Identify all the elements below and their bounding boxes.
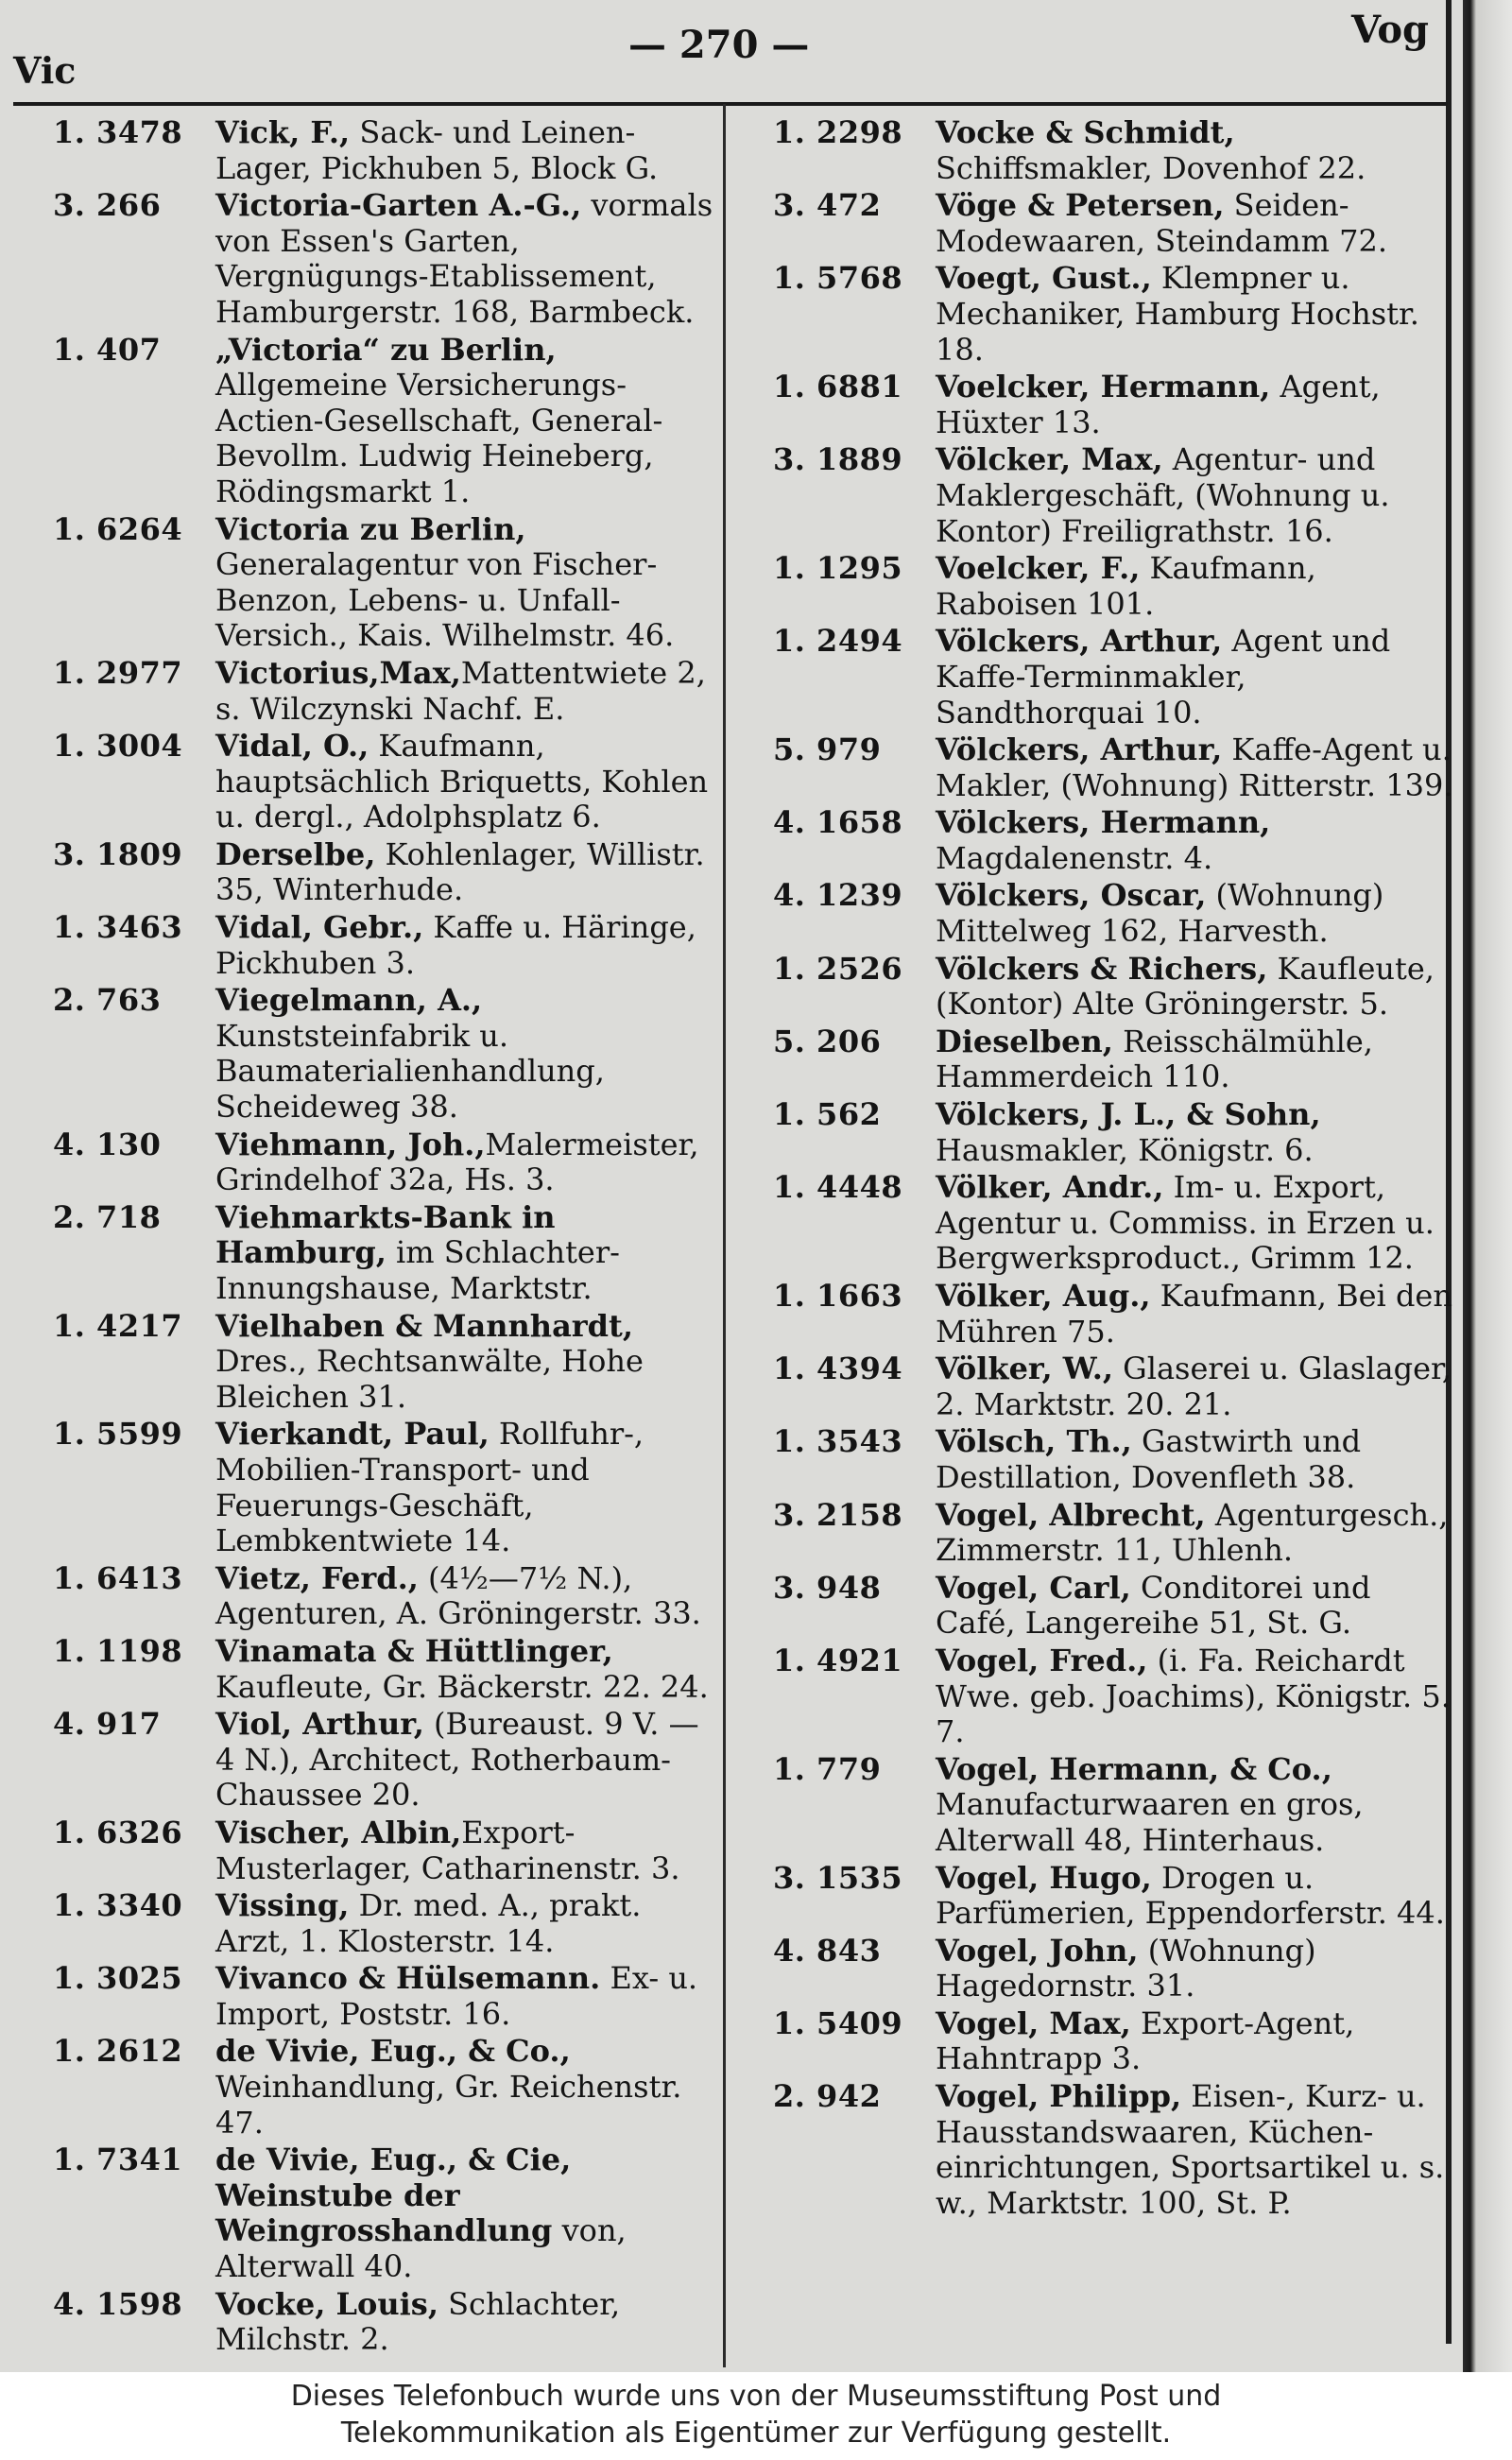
subscriber-details: Agent, Hüxter 13.: [936, 369, 1381, 440]
subscriber-name: Voelcker, F.,: [936, 550, 1141, 587]
directory-entry: [53, 333, 714, 510]
subscriber-name: Völckers, Arthur,: [936, 731, 1223, 768]
subscriber-details: Dres., Rechtsanwälte, Hohe Bleichen 31.: [215, 1343, 644, 1415]
phone-number: 1. 1295: [773, 550, 903, 587]
subscriber-details: Allgemeine Versicherungs-Actien-Gesellschaft, General-Bevollm. Ludwig Heineberg, Rödingsmarkt 1.: [215, 367, 663, 509]
phone-number: 1. 3478: [53, 114, 183, 150]
entry-text: [215, 1309, 714, 1416]
directory-entry: [773, 551, 1453, 622]
phone-number: 1. 779: [773, 1750, 882, 1787]
phone-number: 3. 948: [773, 1569, 882, 1606]
column-divider: [723, 104, 726, 2367]
subscriber-name: Victorius,Max,: [215, 654, 461, 691]
phone-number: 1. 1663: [773, 1278, 903, 1314]
directory-entry: [773, 1752, 1453, 1859]
subscriber-details: (Bureaust. 9 V. — 4 N.), Architect, Rotherbaum-Chaussee 20.: [215, 1706, 699, 1814]
subscriber-name: Vietz, Ferd.,: [215, 1559, 419, 1596]
phone-number: 1. 5768: [773, 260, 903, 297]
phone-number: 3. 472: [773, 187, 882, 224]
phone-number: 1. 3463: [53, 909, 183, 946]
entry-text: [215, 1417, 714, 1558]
directory-entry: [53, 1888, 714, 1959]
phone-number: 1. 2612: [53, 2033, 183, 2070]
directory-entry: [53, 1417, 714, 1558]
subscriber-details: Export-Agent, Hahntrapp 3.: [936, 2004, 1355, 2077]
directory-entry: [53, 1127, 714, 1198]
phone-number: 4. 917: [53, 1706, 162, 1743]
phone-number: 1. 6413: [53, 1559, 183, 1596]
subscriber-details: Ex- u. Import, Poststr. 16.: [215, 1960, 698, 2032]
phone-number: 1. 5599: [53, 1416, 183, 1453]
phone-number: 1. 5409: [773, 2004, 903, 2041]
phone-number: 4. 130: [53, 1126, 162, 1162]
subscriber-details: Kaffe u. Häringe, Pickhuben 3.: [215, 909, 696, 981]
entry-text: [936, 1643, 1453, 1750]
directory-entry: [773, 370, 1453, 440]
subscriber-details: Weinhandlung, Gr. Reichenstr. 47.: [215, 2069, 682, 2141]
subscriber-details: Kaufleute, (Kontor) Alte Gröningerstr. 5.: [936, 950, 1435, 1023]
directory-entry: [773, 115, 1453, 186]
phone-number: 1. 7341: [53, 2142, 183, 2178]
entry-text: [215, 1200, 714, 1307]
subscriber-details: Kaufmann, Bei den Mühren 75.: [936, 1278, 1452, 1350]
entry-text: [936, 1861, 1453, 1932]
directory-entry: [53, 1561, 714, 1632]
directory-entry: [53, 729, 714, 835]
phone-number: 3. 1809: [53, 835, 183, 872]
subscriber-details: Kohlenlager, Willistr. 35, Winterhude.: [215, 835, 705, 908]
subscriber-name: Vielhaben & Mannhardt,: [215, 1307, 633, 1344]
entry-text: [215, 983, 714, 1125]
directory-entry: [773, 261, 1453, 368]
directory-entry: [773, 1643, 1453, 1750]
left-column: [53, 115, 714, 2360]
subscriber-name: Viol, Arthur,: [215, 1706, 424, 1743]
entry-text: [936, 878, 1453, 949]
entry-text: [215, 1127, 714, 1198]
subscriber-name: Vischer, Albin,: [215, 1814, 462, 1850]
subscriber-details: (Wohnung) Hagedornstr. 31.: [936, 1932, 1316, 2004]
page-number: — 270 —: [628, 23, 810, 67]
entry-text: [215, 910, 714, 981]
subscriber-details: Kunststeinfabrik u. Baumaterialienhandlung, Scheideweg 38.: [215, 1017, 605, 1126]
footer-text-line-1: Dieses Telefonbuch wurde uns von der Museumsstiftung Post und: [290, 2380, 1222, 2413]
phone-number: 4. 843: [773, 1932, 882, 1969]
entry-text: [936, 1424, 1453, 1495]
subscriber-name: Vogel, Fred.,: [936, 1642, 1148, 1678]
entry-text: [936, 624, 1453, 731]
phone-number: 1. 6326: [53, 1814, 183, 1850]
subscriber-details: Kaufmann, hauptsächlich Briquetts, Kohlen u. dergl., Adolphsplatz 6.: [215, 728, 709, 835]
phone-number: 1. 6881: [773, 369, 903, 405]
subscriber-name: Völcker, Max,: [936, 441, 1163, 478]
subscriber-details: Agentur- und Maklergeschäft, (Wohnung u. Kontor) Freiligrathstr. 16.: [936, 441, 1390, 549]
subscriber-details: Mattentwiete 2, s. Wilczynski Nachf. E.: [215, 654, 706, 727]
subscriber-details: Manufacturwaaren en gros, Alterwall 48, Hinterhaus.: [936, 1786, 1364, 1858]
entry-text: [215, 1707, 714, 1814]
entry-text: [215, 188, 714, 330]
directory-entry: [53, 115, 714, 186]
subscriber-details: Conditorei und Café, Langereihe 51, St. G.: [936, 1569, 1371, 1642]
subscriber-name: de Vivie, Eug., & Cie, Weinstube der Weingrosshandlung: [215, 2142, 572, 2249]
directory-entry: [53, 512, 714, 654]
entry-text: [215, 2287, 714, 2358]
directory-entry: [773, 952, 1453, 1023]
entry-text: [215, 1815, 714, 1886]
subscriber-name: Voelcker, Hermann,: [936, 369, 1271, 405]
phone-number: 1. 2526: [773, 950, 903, 987]
directory-entry: [773, 1861, 1453, 1932]
subscriber-name: Völckers, Arthur,: [936, 623, 1223, 660]
subscriber-name: Vocke, Louis,: [215, 2285, 438, 2322]
directory-entry: [773, 2079, 1453, 2221]
subscriber-details: Hausmakler, Königstr. 6.: [936, 1131, 1314, 1168]
subscriber-details: von, Alterwall 40.: [215, 2212, 627, 2285]
subscriber-details: Magdalenenstr. 4.: [936, 839, 1213, 876]
phone-number: 1. 4217: [53, 1307, 183, 1344]
subscriber-name: Vocke & Schmidt,: [936, 114, 1235, 150]
phone-number: 2. 763: [53, 982, 162, 1019]
entry-text: [936, 1498, 1453, 1569]
entry-text: [215, 512, 714, 654]
subscriber-details: (i. Fa. Reichardt Wwe. geb. Joachims), Königstr. 5. 7.: [936, 1642, 1451, 1750]
phone-number: 3. 266: [53, 187, 162, 224]
subscriber-name: Vivanco & Hülsemann.: [215, 1960, 601, 1997]
subscriber-details: Kaufleute, Gr. Bäckerstr. 22. 24.: [215, 1668, 709, 1705]
entry-text: [936, 1571, 1453, 1642]
directory-entry: [773, 1934, 1453, 2004]
subscriber-name: Vöge & Petersen,: [936, 187, 1225, 224]
phone-number: 1. 562: [773, 1096, 882, 1133]
entry-text: [215, 333, 714, 510]
subscriber-details: Drogen u. Parfümerien, Eppendorferstr. 44.: [936, 1859, 1445, 1932]
entry-text: [936, 952, 1453, 1023]
header-right-keyword: Vog: [1351, 8, 1430, 52]
entry-text: [215, 729, 714, 835]
phone-number: 4. 1598: [53, 2285, 183, 2322]
entry-text: [215, 1961, 714, 2032]
entry-text: [215, 1634, 714, 1705]
subscriber-details: Eisen-, Kurz- u. Hausstandswaaren, Küchen-einrichtungen, Sportsartikel u. s. w., Marktstr. 100, St. P.: [936, 2078, 1445, 2221]
directory-entry: [773, 1279, 1453, 1350]
directory-entry: [773, 805, 1453, 876]
entry-text: [936, 115, 1453, 186]
phone-number: 1. 4448: [773, 1169, 903, 1206]
subscriber-details: Kaufmann, Raboisen 101.: [936, 550, 1316, 622]
subscriber-name: Vick, F.,: [215, 114, 351, 150]
directory-entry: [773, 442, 1453, 549]
directory-entry: [773, 1024, 1453, 1095]
directory-entry: [773, 2006, 1453, 2077]
entry-text: [936, 1170, 1453, 1277]
directory-entry: [773, 878, 1453, 949]
entry-text: [215, 2142, 714, 2284]
phone-number: 1. 2494: [773, 623, 903, 660]
subscriber-name: Völker, Andr.,: [936, 1169, 1164, 1206]
subscriber-name: Vidal, Gebr.,: [215, 909, 424, 946]
subscriber-name: Victoria-Garten A.-G.,: [215, 187, 582, 224]
right-column: [773, 115, 1453, 2223]
entry-text: [215, 1888, 714, 1959]
subscriber-details: Glaserei u. Glaslager, 2. Marktstr. 20. 21.: [936, 1350, 1452, 1422]
subscriber-name: Völsch, Th.,: [936, 1423, 1132, 1460]
entry-text: [215, 115, 714, 186]
subscriber-name: Victoria zu Berlin,: [215, 510, 526, 547]
subscriber-details: Rollfuhr-, Mobilien-Transport- und Feuerungs-Geschäft, Lembkentwiete 14.: [215, 1416, 644, 1559]
directory-entry: [53, 983, 714, 1125]
subscriber-name: Völker, Aug.,: [936, 1278, 1151, 1314]
subscriber-name: Vogel, Hugo,: [936, 1859, 1152, 1896]
subscriber-details: Generalagentur von Fischer-Benzon, Lebens- u. Unfall-Versich., Kais. Wilhelmstr. 46.: [215, 546, 675, 654]
subscriber-name: Vogel, Hermann, & Co.,: [936, 1750, 1332, 1787]
entry-text: [936, 188, 1453, 259]
phone-number: 4. 1658: [773, 804, 903, 841]
directory-entry: [773, 188, 1453, 259]
subscriber-details: Seiden-Modewaaren, Steindamm 72.: [936, 187, 1388, 259]
subscriber-details: Export-Musterlager, Catharinenstr. 3.: [215, 1814, 680, 1886]
footer-text-line-2: Telekommunikation als Eigentümer zur Verfügung gestellt.: [340, 2417, 1172, 2450]
phone-number: 1. 3340: [53, 1887, 183, 1924]
directory-entry: [53, 837, 714, 908]
subscriber-name: Vogel, Philipp,: [936, 2078, 1182, 2115]
directory-entry: [53, 1961, 714, 2032]
subscriber-name: Vissing,: [215, 1887, 350, 1924]
directory-entry: [53, 656, 714, 727]
directory-entry: [53, 1815, 714, 1886]
subscriber-name: Vogel, John,: [936, 1932, 1139, 1969]
subscriber-name: de Vivie, Eug., & Co.,: [215, 2033, 571, 2070]
entry-text: [936, 1097, 1453, 1168]
subscriber-name: Völckers, Oscar,: [936, 877, 1207, 914]
phone-number: 3. 2158: [773, 1496, 903, 1533]
entry-text: [936, 1934, 1453, 2004]
subscriber-name: Völckers & Richers,: [936, 950, 1268, 987]
entry-text: [936, 442, 1453, 549]
subscriber-details: im Schlachter-Innungshause, Marktstr.: [215, 1234, 620, 1306]
header-left-keyword: Vic: [13, 49, 77, 92]
phone-number: 2. 718: [53, 1198, 162, 1235]
subscriber-details: Agenturgesch., Zimmerstr. 11, Uhlenh.: [936, 1496, 1449, 1569]
subscriber-details: Kaffe-Agent u. Makler, (Wohnung) Ritterstr. 139.: [936, 731, 1453, 803]
entry-text: [215, 656, 714, 727]
entry-text: [936, 1351, 1453, 1422]
entry-text: [936, 2079, 1453, 2221]
directory-entry: [53, 1634, 714, 1705]
subscriber-details: (4½—7½ N.), Agenturen, A. Gröningerstr. 33.: [215, 1559, 701, 1632]
subscriber-name: Viehmann, Joh.,: [215, 1126, 486, 1162]
phone-number: 1. 6264: [53, 510, 183, 547]
subscriber-name: Völckers, Hermann,: [936, 804, 1271, 841]
entry-text: [936, 805, 1453, 876]
directory-entry: [773, 1351, 1453, 1422]
header-rule: [13, 102, 1448, 106]
subscriber-name: Völckers, J. L., & Sohn,: [936, 1096, 1321, 1133]
directory-entry: [53, 188, 714, 330]
subscriber-name: Dieselben,: [936, 1023, 1113, 1059]
directory-entry: [53, 1200, 714, 1307]
phone-number: 5. 979: [773, 731, 882, 768]
entry-text: [215, 1561, 714, 1632]
subscriber-name: Vogel, Max,: [936, 2004, 1131, 2041]
subscriber-name: Viegelmann, A.,: [215, 982, 483, 1019]
subscriber-name: Völker, W.,: [936, 1350, 1113, 1387]
subscriber-details: Im- u. Export, Agentur u. Commiss. in Erzen u. Bergwerksproduct., Grimm 12.: [936, 1169, 1435, 1277]
phone-number: 1. 407: [53, 331, 162, 368]
phone-number: 4. 1239: [773, 877, 903, 914]
phone-number: 5. 206: [773, 1023, 882, 1059]
subscriber-details: Reisschälmühle, Hammerdeich 110.: [936, 1023, 1373, 1095]
entry-text: [215, 837, 714, 908]
directory-entry: [773, 732, 1453, 803]
entry-text: [215, 2034, 714, 2141]
subscriber-name: Vidal, O.,: [215, 728, 369, 765]
phone-number: 1. 1198: [53, 1632, 183, 1669]
directory-entry: [773, 1498, 1453, 1569]
directory-entry: [53, 1707, 714, 1814]
subscriber-details: vormals von Essen's Garten, Vergnügungs-Etablissement, Hamburgerstr. 168, Barmbeck.: [215, 187, 713, 330]
directory-entry: [53, 2287, 714, 2358]
entry-text: [936, 1752, 1453, 1859]
subscriber-name: Viehmarkts-Bank in Hamburg,: [215, 1198, 556, 1271]
directory-entry: [53, 910, 714, 981]
subscriber-name: Voegt, Gust.,: [936, 260, 1152, 297]
entry-text: [936, 551, 1453, 622]
subscriber-details: Malermeister, Grindelhof 32a, Hs. 3.: [215, 1126, 699, 1198]
subscriber-name: Vinamata & Hüttlinger,: [215, 1632, 613, 1669]
entry-text: [936, 370, 1453, 440]
subscriber-name: Derselbe,: [215, 835, 376, 872]
subscriber-name: Vierkandt, Paul,: [215, 1416, 490, 1453]
subscriber-details: (Wohnung) Mittelweg 162, Harvesth.: [936, 877, 1384, 950]
directory-entry: [773, 1571, 1453, 1642]
entry-text: [936, 2006, 1453, 2077]
phone-number: 1. 3004: [53, 728, 183, 765]
entry-text: [936, 1024, 1453, 1095]
phone-number: 1. 3025: [53, 1960, 183, 1997]
directory-entry: [53, 1309, 714, 1416]
subscriber-name: Vogel, Carl,: [936, 1569, 1131, 1606]
phone-number: 3. 1535: [773, 1859, 903, 1896]
phone-number: 3. 1889: [773, 441, 903, 478]
directory-entry: [53, 2142, 714, 2284]
subscriber-name: „Victoria“ zu Berlin,: [215, 331, 557, 368]
directory-entry: [773, 1097, 1453, 1168]
entry-text: [936, 732, 1453, 803]
directory-entry: [53, 2034, 714, 2141]
directory-entry: [773, 1170, 1453, 1277]
phone-number: 2. 942: [773, 2078, 882, 2115]
phone-number: 1. 3543: [773, 1423, 903, 1460]
subscriber-details: Sack- und Leinen-Lager, Pickhuben 5, Block G.: [215, 114, 659, 186]
directory-entry: [773, 1424, 1453, 1495]
subscriber-details: Agent und Kaffe-Terminmakler, Sandthorquai 10.: [936, 623, 1391, 731]
phone-number: 1. 4921: [773, 1642, 903, 1678]
subscriber-details: Gastwirth und Destillation, Dovenfleth 38.: [936, 1423, 1362, 1495]
phone-number: 1. 2977: [53, 654, 183, 691]
subscriber-details: Schiffsmakler, Dovenhof 22.: [936, 149, 1366, 186]
entry-text: [936, 1279, 1453, 1350]
book-spine: [1463, 0, 1512, 2372]
phone-number: 1. 2298: [773, 114, 903, 150]
subscriber-details: Dr. med. A., prakt. Arzt, 1. Klosterstr. 14.: [215, 1887, 642, 1959]
phone-number: 1. 4394: [773, 1350, 903, 1387]
entry-text: [936, 261, 1453, 368]
subscriber-details: Schlachter, Milchstr. 2.: [215, 2285, 621, 2358]
subscriber-details: Klempner u. Mechaniker, Hamburg Hochstr. 18.: [936, 260, 1419, 368]
directory-entry: [773, 624, 1453, 731]
subscriber-name: Vogel, Albrecht,: [936, 1496, 1206, 1533]
